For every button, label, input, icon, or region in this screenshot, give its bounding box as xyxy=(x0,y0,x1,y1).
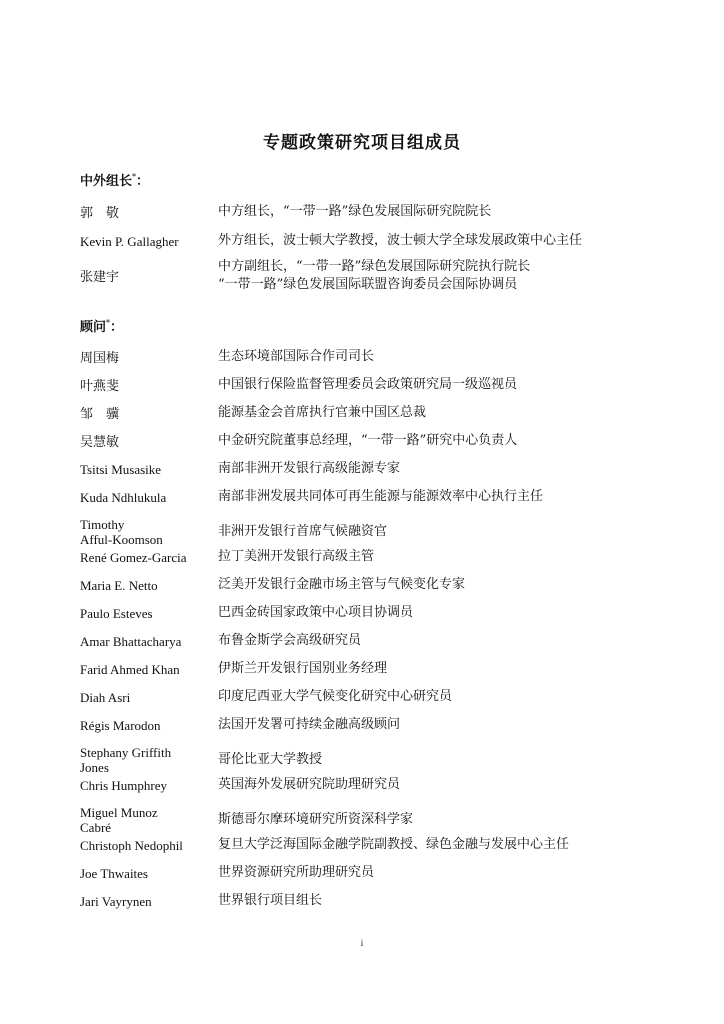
member-role-line: 中金研究院董事总经理，“一带一路”研究中心负责人 xyxy=(218,433,518,448)
member-name xyxy=(80,634,214,649)
section-heading-leaders xyxy=(80,170,149,189)
member-name xyxy=(80,662,214,677)
member-name xyxy=(80,718,214,733)
footnote-mark: * xyxy=(106,318,111,328)
member-role-line: 巴西金砖国家政策中心项目协调员 xyxy=(218,605,414,620)
member-row xyxy=(80,804,640,836)
member-name xyxy=(80,434,214,449)
member-role-line: 南部非洲开发银行高级能源专家 xyxy=(218,461,401,476)
member-row xyxy=(80,576,640,594)
heading-colon: ： xyxy=(136,174,150,189)
member-role xyxy=(218,488,638,506)
member-role xyxy=(218,404,638,422)
member-role xyxy=(218,716,638,734)
member-role xyxy=(218,776,638,794)
member-name-line: Maria E. Netto xyxy=(80,578,158,593)
member-row xyxy=(80,744,640,776)
member-name-line: Christoph Nedophil xyxy=(80,838,183,853)
member-role-line: 能源基金会首席执行官兼中国区总裁 xyxy=(218,405,427,420)
member-name xyxy=(80,745,214,775)
member-row xyxy=(80,460,640,478)
member-name xyxy=(80,690,214,705)
member-name-line: Régis Marodon xyxy=(80,718,161,733)
member-name-line: René Gomez-Garcia xyxy=(80,550,187,565)
member-name-line: Timothy xyxy=(80,517,125,532)
member-row xyxy=(80,516,640,548)
member-role xyxy=(218,751,638,769)
member-role xyxy=(218,604,638,622)
member-name-line: Kuda Ndhlukula xyxy=(80,490,167,505)
member-name-line: 张建宇 xyxy=(80,269,120,284)
member-name-line: Stephany Griffith xyxy=(80,745,172,760)
member-role xyxy=(218,376,638,394)
member-role-line: 拉丁美洲开发银行高级主管 xyxy=(218,549,375,564)
member-role xyxy=(218,576,638,594)
member-name xyxy=(80,578,214,593)
member-name-line: Miguel Munoz xyxy=(80,805,158,820)
member-role-line: “一带一路”绿色发展国际联盟咨询委员会国际协调员 xyxy=(218,277,518,292)
member-row xyxy=(80,376,640,394)
member-role xyxy=(218,232,638,250)
member-name xyxy=(80,517,214,547)
member-name-line: Afful-Koomson xyxy=(80,532,163,547)
member-role-line: 英国海外发展研究院助理研究员 xyxy=(218,777,401,792)
member-name xyxy=(80,490,214,505)
member-name xyxy=(80,234,214,249)
member-role-line: 斯德哥尔摩环境研究所资深科学家 xyxy=(218,812,414,827)
member-row xyxy=(80,232,640,250)
member-role xyxy=(218,432,638,450)
member-name xyxy=(80,805,214,835)
member-name-line: Tsitsi Musasike xyxy=(80,462,162,477)
section-heading-advisors-text: 顾问 xyxy=(80,320,107,335)
member-role-line: 南部非洲发展共同体可再生能源与能源效率中心执行主任 xyxy=(218,489,544,504)
member-row xyxy=(80,716,640,734)
member-name xyxy=(80,550,214,565)
member-name-line: 叶燕斐 xyxy=(80,378,120,393)
member-role-line: 布鲁金斯学会高级研究员 xyxy=(218,633,362,648)
member-role-line: 泛美开发银行金融市场主管与气候变化专家 xyxy=(218,577,466,592)
member-role-line: 中方组长，“一带一路”绿色发展国际研究院院长 xyxy=(218,204,492,219)
member-name xyxy=(80,894,214,909)
member-row xyxy=(80,404,640,422)
page-title: 专题政策研究项目组成员 xyxy=(263,133,461,153)
member-role-line: 非洲开发银行首席气候融资官 xyxy=(218,524,388,539)
member-name xyxy=(80,406,214,421)
member-role-line: 中方副组长，“一带一路”绿色发展国际研究院执行院长 xyxy=(218,259,531,274)
member-name-line: Cabré xyxy=(80,820,112,835)
member-row xyxy=(80,776,640,794)
member-name-line: 吴慧敏 xyxy=(80,434,120,449)
section-heading-advisors xyxy=(80,316,123,335)
member-row xyxy=(80,348,640,366)
member-name xyxy=(80,269,214,284)
page-number: i xyxy=(360,938,364,948)
member-role xyxy=(218,258,638,294)
member-role xyxy=(218,811,638,829)
heading-colon: ： xyxy=(110,320,124,335)
member-name-line: Amar Bhattacharya xyxy=(80,634,182,649)
member-name xyxy=(80,866,214,881)
member-name-line: 郭 敬 xyxy=(80,205,120,220)
member-name-line: 邹 骥 xyxy=(80,406,120,421)
member-name-line: Kevin P. Gallagher xyxy=(80,234,179,249)
member-name-line: 周国梅 xyxy=(80,350,120,365)
member-role-line: 伊斯兰开发银行国别业务经理 xyxy=(218,661,388,676)
member-role xyxy=(218,203,638,221)
member-row xyxy=(80,604,640,622)
section-heading-leaders-text: 中外组长 xyxy=(80,174,133,189)
member-name-line: Chris Humphrey xyxy=(80,778,168,793)
footnote-mark: * xyxy=(132,172,137,182)
member-row xyxy=(80,548,640,566)
member-row xyxy=(80,892,640,910)
member-name-line: Jones xyxy=(80,760,109,775)
member-role-line: 世界银行项目组长 xyxy=(218,893,323,908)
member-role-line: 哥伦比亚大学教授 xyxy=(218,752,323,767)
member-name-line: Farid Ahmed Khan xyxy=(80,662,180,677)
member-name xyxy=(80,205,214,220)
member-role-line: 中国银行保险监督管理委员会政策研究局一级巡视员 xyxy=(218,377,518,392)
member-name xyxy=(80,838,214,853)
member-role xyxy=(218,836,638,854)
member-name xyxy=(80,350,214,365)
member-role xyxy=(218,892,638,910)
member-role xyxy=(218,660,638,678)
member-role xyxy=(218,348,638,366)
member-name-line: Joe Thwaites xyxy=(80,866,148,881)
member-role xyxy=(218,688,638,706)
member-name-line: Diah Asri xyxy=(80,690,131,705)
member-name xyxy=(80,606,214,621)
member-role-line: 法国开发署可持续金融高级顾问 xyxy=(218,717,401,732)
member-name xyxy=(80,378,214,393)
member-row xyxy=(80,203,640,221)
member-name xyxy=(80,462,214,477)
member-role xyxy=(218,523,638,541)
member-row xyxy=(80,688,640,706)
member-name-line: Jari Vayrynen xyxy=(80,894,152,909)
member-row xyxy=(80,432,640,450)
member-name xyxy=(80,778,214,793)
member-row xyxy=(80,488,640,506)
member-row xyxy=(80,632,640,650)
member-role-line: 世界资源研究所助理研究员 xyxy=(218,865,375,880)
member-role xyxy=(218,632,638,650)
member-role-line: 外方组长，波士顿大学教授，波士顿大学全球发展政策中心主任 xyxy=(218,233,583,248)
member-role xyxy=(218,460,638,478)
member-role xyxy=(218,548,638,566)
member-role xyxy=(218,864,638,882)
member-role-line: 复旦大学泛海国际金融学院副教授、绿色金融与发展中心主任 xyxy=(218,837,570,852)
member-row xyxy=(80,836,640,854)
member-name-line: Paulo Esteves xyxy=(80,606,153,621)
member-role-line: 印度尼西亚大学气候变化研究中心研究员 xyxy=(218,689,453,704)
member-row xyxy=(80,260,640,292)
member-row xyxy=(80,864,640,882)
member-row xyxy=(80,660,640,678)
member-role-line: 生态环境部国际合作司司长 xyxy=(218,349,375,364)
